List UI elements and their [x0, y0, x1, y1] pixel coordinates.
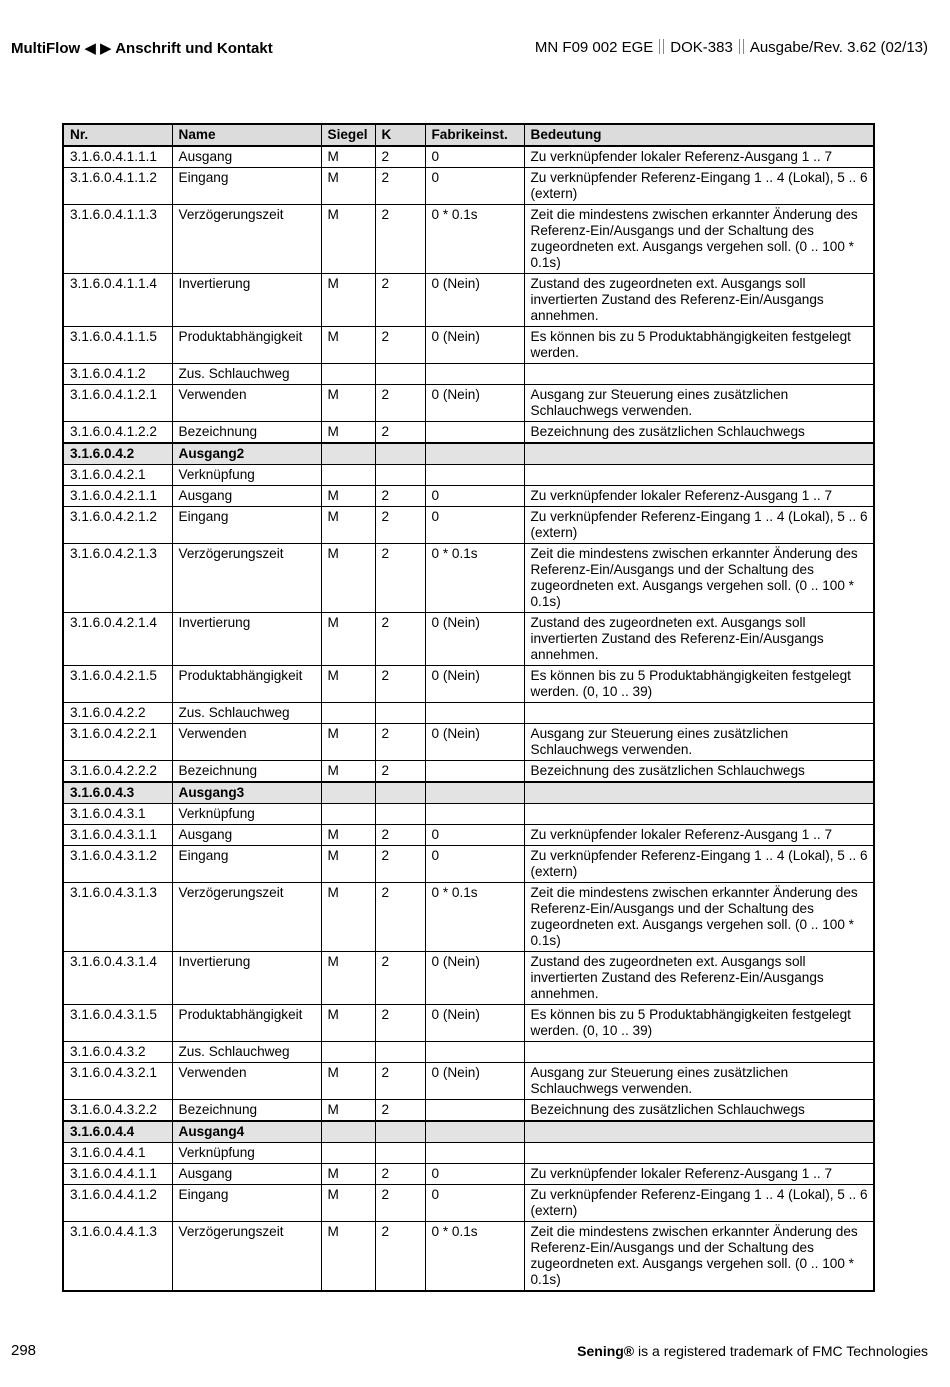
cell-k: 2	[375, 952, 425, 1005]
doc-id: MN F09 002 EGE	[534, 39, 654, 56]
cell-siegel: M	[321, 146, 375, 168]
cell-nr: 3.1.6.0.4.1.1.1	[63, 146, 172, 168]
cell-name: Produktabhängigkeit	[172, 327, 321, 364]
cell-name: Ausgang	[172, 486, 321, 507]
cell-k: 2	[375, 327, 425, 364]
cell-fabrikeinst: 0 (Nein)	[425, 613, 524, 666]
cell-name: Zus. Schlauchweg	[172, 703, 321, 724]
table-row	[63, 613, 874, 666]
cell-fabrikeinst: 0	[425, 1164, 524, 1185]
cell-k: 2	[375, 205, 425, 274]
cell-name: Verzögerungszeit	[172, 883, 321, 952]
cell-siegel: M	[321, 825, 375, 846]
cell-siegel	[321, 364, 375, 385]
cell-siegel: M	[321, 1185, 375, 1222]
cell-name: Ausgang	[172, 825, 321, 846]
cell-bedeutung: Es können bis zu 5 Produktabhängigkeiten festgelegt werden.	[524, 327, 874, 364]
table-row	[63, 883, 874, 952]
table-row	[63, 1100, 874, 1122]
cell-name: Ausgang3	[172, 782, 321, 804]
cell-fabrikeinst: 0 * 0.1s	[425, 205, 524, 274]
cell-bedeutung: Zu verknüpfender lokaler Referenz-Ausgang 1 .. 7	[524, 486, 874, 507]
cell-fabrikeinst: 0 (Nein)	[425, 666, 524, 703]
cell-k	[375, 1042, 425, 1063]
cell-bedeutung	[524, 443, 874, 465]
cell-fabrikeinst: 0	[425, 168, 524, 205]
table-row	[63, 1164, 874, 1185]
table-row	[63, 146, 874, 168]
cell-fabrikeinst: 0	[425, 846, 524, 883]
cell-fabrikeinst: 0 (Nein)	[425, 327, 524, 364]
cell-nr: 3.1.6.0.4.3.2.2	[63, 1100, 172, 1122]
cell-nr: 3.1.6.0.4.1.2	[63, 364, 172, 385]
cell-bedeutung	[524, 1121, 874, 1143]
cell-bedeutung: Zu verknüpfender Referenz-Eingang 1 .. 4 (Lokal), 5 .. 6 (extern)	[524, 168, 874, 205]
table-row	[63, 486, 874, 507]
doc-ref: DOK-383	[670, 39, 733, 56]
cell-siegel	[321, 703, 375, 724]
trademark-text: is a registered trademark of FMC Technologies	[634, 1343, 928, 1359]
cell-bedeutung	[524, 465, 874, 486]
cell-k: 2	[375, 1005, 425, 1042]
cell-k: 2	[375, 1222, 425, 1292]
cell-k: 2	[375, 1063, 425, 1100]
cell-k: 2	[375, 486, 425, 507]
table-row	[63, 1063, 874, 1100]
cell-nr: 3.1.6.0.4.4.1.2	[63, 1185, 172, 1222]
section-row	[63, 782, 874, 804]
table-row	[63, 804, 874, 825]
table-body	[63, 146, 874, 1291]
cell-k: 2	[375, 825, 425, 846]
cell-fabrikeinst: 0	[425, 825, 524, 846]
cell-nr: 3.1.6.0.4.2.1.2	[63, 507, 172, 544]
cell-fabrikeinst: 0	[425, 146, 524, 168]
cell-bedeutung: Es können bis zu 5 Produktabhängigkeiten festgelegt werden. (0, 10 .. 39)	[524, 1005, 874, 1042]
cell-bedeutung: Bezeichnung des zusätzlichen Schlauchwegs	[524, 422, 874, 444]
cell-bedeutung: Zu verknüpfender Referenz-Eingang 1 .. 4 (Lokal), 5 .. 6 (extern)	[524, 846, 874, 883]
cell-fabrikeinst	[425, 465, 524, 486]
cell-siegel: M	[321, 1005, 375, 1042]
cell-siegel: M	[321, 846, 375, 883]
cell-nr: 3.1.6.0.4.2.2.2	[63, 761, 172, 783]
table-row	[63, 507, 874, 544]
cell-name: Verknüpfung	[172, 804, 321, 825]
cell-name: Invertierung	[172, 952, 321, 1005]
cell-bedeutung: Zeit die mindestens zwischen erkannter Änderung des Referenz-Ein/Ausgangs und der Schaltung des zugeordneten ext. Ausgangs vergehen soll. (0 .. 100 * 0.1s)	[524, 544, 874, 613]
cell-bedeutung: Ausgang zur Steuerung eines zusätzlichen Schlauchwegs verwenden.	[524, 1063, 874, 1100]
table-row	[63, 544, 874, 613]
cell-name: Ausgang4	[172, 1121, 321, 1143]
cell-nr: 3.1.6.0.4.2.2.1	[63, 724, 172, 761]
page-number: 298	[11, 1342, 37, 1359]
cell-name: Verknüpfung	[172, 1143, 321, 1164]
cell-nr: 3.1.6.0.4.3.1.1	[63, 825, 172, 846]
cell-siegel: M	[321, 274, 375, 327]
cell-k	[375, 443, 425, 465]
cell-siegel: M	[321, 666, 375, 703]
cell-name: Ausgang2	[172, 443, 321, 465]
column-header-siegel: Siegel	[321, 124, 375, 146]
section-row	[63, 443, 874, 465]
cell-name: Verwenden	[172, 1063, 321, 1100]
cell-nr: 3.1.6.0.4.1.2.1	[63, 385, 172, 422]
nav-arrows-icon: ◀ ▶	[84, 40, 112, 57]
cell-nr: 3.1.6.0.4.1.2.2	[63, 422, 172, 444]
cell-siegel	[321, 443, 375, 465]
cell-name: Bezeichnung	[172, 1100, 321, 1122]
cell-fabrikeinst	[425, 443, 524, 465]
cell-name: Invertierung	[172, 613, 321, 666]
cell-name: Eingang	[172, 846, 321, 883]
cell-fabrikeinst: 0 (Nein)	[425, 274, 524, 327]
cell-k	[375, 804, 425, 825]
cell-nr: 3.1.6.0.4.2.1.5	[63, 666, 172, 703]
cell-name: Verzögerungszeit	[172, 544, 321, 613]
cell-fabrikeinst	[425, 1121, 524, 1143]
table-row	[63, 703, 874, 724]
cell-siegel	[321, 782, 375, 804]
revision: Ausgabe/Rev. 3.62 (02/13)	[749, 39, 928, 56]
cell-bedeutung: Bezeichnung des zusätzlichen Schlauchwegs	[524, 761, 874, 783]
table-row	[63, 274, 874, 327]
cell-siegel: M	[321, 1164, 375, 1185]
cell-name: Zus. Schlauchweg	[172, 1042, 321, 1063]
cell-k: 2	[375, 544, 425, 613]
cell-nr: 3.1.6.0.4.3.1.2	[63, 846, 172, 883]
cell-bedeutung	[524, 804, 874, 825]
section-row	[63, 1121, 874, 1143]
cell-name: Verwenden	[172, 724, 321, 761]
cell-name: Verzögerungszeit	[172, 205, 321, 274]
cell-fabrikeinst: 0 * 0.1s	[425, 883, 524, 952]
cell-k: 2	[375, 146, 425, 168]
table-row	[63, 1185, 874, 1222]
cell-bedeutung	[524, 1143, 874, 1164]
cell-bedeutung: Zustand des zugeordneten ext. Ausgangs soll invertierten Zustand des Referenz-Ein/Ausgangs annehmen.	[524, 274, 874, 327]
cell-k: 2	[375, 666, 425, 703]
cell-bedeutung: Zustand des zugeordneten ext. Ausgangs soll invertierten Zustand des Referenz-Ein/Ausgangs annehmen.	[524, 952, 874, 1005]
cell-nr: 3.1.6.0.4.2.1.3	[63, 544, 172, 613]
cell-bedeutung: Zustand des zugeordneten ext. Ausgangs soll invertierten Zustand des Referenz-Ein/Ausgangs annehmen.	[524, 613, 874, 666]
separator-icon	[739, 39, 744, 54]
cell-siegel	[321, 804, 375, 825]
cell-siegel: M	[321, 952, 375, 1005]
cell-siegel: M	[321, 724, 375, 761]
cell-nr: 3.1.6.0.4.3.2	[63, 1042, 172, 1063]
column-header-k: K	[375, 124, 425, 146]
cell-siegel: M	[321, 544, 375, 613]
cell-bedeutung: Zeit die mindestens zwischen erkannter Änderung des Referenz-Ein/Ausgangs und der Schaltung des zugeordneten ext. Ausgangs vergehen soll. (0 .. 100 * 0.1s)	[524, 205, 874, 274]
cell-fabrikeinst	[425, 364, 524, 385]
table-row	[63, 168, 874, 205]
cell-k: 2	[375, 761, 425, 783]
cell-k	[375, 364, 425, 385]
cell-name: Verwenden	[172, 385, 321, 422]
cell-nr: 3.1.6.0.4.1.1.4	[63, 274, 172, 327]
cell-k: 2	[375, 613, 425, 666]
cell-nr: 3.1.6.0.4.1.1.5	[63, 327, 172, 364]
cell-nr: 3.1.6.0.4.1.1.2	[63, 168, 172, 205]
cell-name: Produktabhängigkeit	[172, 1005, 321, 1042]
cell-bedeutung: Zu verknüpfender lokaler Referenz-Ausgang 1 .. 7	[524, 1164, 874, 1185]
cell-bedeutung: Zu verknüpfender Referenz-Eingang 1 .. 4 (Lokal), 5 .. 6 (extern)	[524, 507, 874, 544]
cell-bedeutung: Ausgang zur Steuerung eines zusätzlichen Schlauchwegs verwenden.	[524, 724, 874, 761]
cell-siegel: M	[321, 486, 375, 507]
cell-nr: 3.1.6.0.4.2	[63, 443, 172, 465]
cell-nr: 3.1.6.0.4.2.1.4	[63, 613, 172, 666]
table-row	[63, 1222, 874, 1292]
table-row	[63, 465, 874, 486]
cell-siegel: M	[321, 1100, 375, 1122]
cell-k: 2	[375, 883, 425, 952]
product-name: MultiFlow	[11, 40, 81, 57]
cell-nr: 3.1.6.0.4.4.1.1	[63, 1164, 172, 1185]
cell-nr: 3.1.6.0.4.3.2.1	[63, 1063, 172, 1100]
cell-name: Eingang	[172, 507, 321, 544]
cell-name: Verknüpfung	[172, 465, 321, 486]
table-row	[63, 327, 874, 364]
cell-fabrikeinst	[425, 422, 524, 444]
cell-bedeutung	[524, 1042, 874, 1063]
brand-name: Sening®	[577, 1343, 635, 1359]
cell-nr: 3.1.6.0.4.2.2	[63, 703, 172, 724]
table-header-row	[63, 124, 874, 146]
cell-nr: 3.1.6.0.4.3.1.3	[63, 883, 172, 952]
cell-k: 2	[375, 846, 425, 883]
cell-fabrikeinst	[425, 761, 524, 783]
cell-k: 2	[375, 274, 425, 327]
table-row	[63, 385, 874, 422]
cell-k: 2	[375, 1185, 425, 1222]
cell-bedeutung: Zu verknüpfender lokaler Referenz-Ausgang 1 .. 7	[524, 825, 874, 846]
table-row	[63, 1143, 874, 1164]
cell-k: 2	[375, 507, 425, 544]
cell-nr: 3.1.6.0.4.3.1	[63, 804, 172, 825]
cell-k	[375, 1143, 425, 1164]
cell-bedeutung: Zeit die mindestens zwischen erkannter Änderung des Referenz-Ein/Ausgangs und der Schaltung des zugeordneten ext. Ausgangs vergehen soll. (0 .. 100 * 0.1s)	[524, 883, 874, 952]
cell-fabrikeinst: 0	[425, 507, 524, 544]
cell-nr: 3.1.6.0.4.3	[63, 782, 172, 804]
parameter-table	[62, 123, 875, 1292]
cell-name: Bezeichnung	[172, 422, 321, 444]
column-header-bedeutung: Bedeutung	[524, 124, 874, 146]
cell-siegel: M	[321, 1222, 375, 1292]
cell-fabrikeinst: 0 (Nein)	[425, 385, 524, 422]
table-row	[63, 364, 874, 385]
cell-siegel	[321, 465, 375, 486]
cell-siegel: M	[321, 385, 375, 422]
column-header-name: Name	[172, 124, 321, 146]
cell-fabrikeinst: 0 * 0.1s	[425, 544, 524, 613]
cell-fabrikeinst: 0 (Nein)	[425, 1063, 524, 1100]
section-title: Anschrift und Kontakt	[115, 40, 273, 57]
cell-k	[375, 465, 425, 486]
table-row	[63, 825, 874, 846]
cell-nr: 3.1.6.0.4.3.1.4	[63, 952, 172, 1005]
cell-k	[375, 703, 425, 724]
cell-name: Ausgang	[172, 1164, 321, 1185]
column-header-nr: Nr.	[63, 124, 172, 146]
cell-siegel: M	[321, 507, 375, 544]
cell-siegel	[321, 1121, 375, 1143]
table-row	[63, 422, 874, 444]
cell-siegel: M	[321, 168, 375, 205]
table-row	[63, 1042, 874, 1063]
cell-name: Ausgang	[172, 146, 321, 168]
cell-siegel: M	[321, 205, 375, 274]
cell-bedeutung: Zeit die mindestens zwischen erkannter Änderung des Referenz-Ein/Ausgangs und der Schaltung des zugeordneten ext. Ausgangs vergehen soll. (0 .. 100 * 0.1s)	[524, 1222, 874, 1292]
cell-siegel	[321, 1143, 375, 1164]
cell-k: 2	[375, 385, 425, 422]
cell-bedeutung	[524, 703, 874, 724]
cell-fabrikeinst	[425, 1100, 524, 1122]
cell-name: Zus. Schlauchweg	[172, 364, 321, 385]
page-header-docinfo	[535, 39, 928, 56]
cell-bedeutung	[524, 364, 874, 385]
cell-fabrikeinst: 0 (Nein)	[425, 724, 524, 761]
cell-bedeutung: Bezeichnung des zusätzlichen Schlauchwegs	[524, 1100, 874, 1122]
cell-bedeutung: Es können bis zu 5 Produktabhängigkeiten festgelegt werden. (0, 10 .. 39)	[524, 666, 874, 703]
cell-k: 2	[375, 1100, 425, 1122]
cell-fabrikeinst	[425, 1143, 524, 1164]
table-row	[63, 205, 874, 274]
cell-nr: 3.1.6.0.4.3.1.5	[63, 1005, 172, 1042]
table-row	[63, 761, 874, 783]
cell-siegel: M	[321, 327, 375, 364]
cell-nr: 3.1.6.0.4.4.1.3	[63, 1222, 172, 1292]
separator-icon	[659, 39, 664, 54]
cell-k: 2	[375, 724, 425, 761]
cell-nr: 3.1.6.0.4.2.1	[63, 465, 172, 486]
cell-k	[375, 1121, 425, 1143]
page-header-title	[11, 39, 273, 57]
cell-nr: 3.1.6.0.4.1.1.3	[63, 205, 172, 274]
table-row	[63, 952, 874, 1005]
cell-nr: 3.1.6.0.4.2.1.1	[63, 486, 172, 507]
table-row	[63, 1005, 874, 1042]
cell-name: Produktabhängigkeit	[172, 666, 321, 703]
cell-siegel: M	[321, 883, 375, 952]
trademark-notice	[577, 1343, 928, 1359]
cell-bedeutung: Ausgang zur Steuerung eines zusätzlichen Schlauchwegs verwenden.	[524, 385, 874, 422]
cell-k	[375, 782, 425, 804]
cell-name: Eingang	[172, 168, 321, 205]
cell-fabrikeinst	[425, 782, 524, 804]
table-row	[63, 724, 874, 761]
cell-fabrikeinst: 0 * 0.1s	[425, 1222, 524, 1292]
cell-fabrikeinst: 0 (Nein)	[425, 952, 524, 1005]
cell-fabrikeinst	[425, 804, 524, 825]
cell-fabrikeinst	[425, 703, 524, 724]
cell-bedeutung: Zu verknüpfender lokaler Referenz-Ausgang 1 .. 7	[524, 146, 874, 168]
cell-fabrikeinst: 0	[425, 1185, 524, 1222]
cell-name: Bezeichnung	[172, 761, 321, 783]
cell-name: Eingang	[172, 1185, 321, 1222]
cell-bedeutung	[524, 782, 874, 804]
cell-name: Verzögerungszeit	[172, 1222, 321, 1292]
cell-bedeutung: Zu verknüpfender Referenz-Eingang 1 .. 4 (Lokal), 5 .. 6 (extern)	[524, 1185, 874, 1222]
cell-k: 2	[375, 1164, 425, 1185]
cell-name: Invertierung	[172, 274, 321, 327]
cell-siegel: M	[321, 422, 375, 444]
cell-k: 2	[375, 168, 425, 205]
cell-siegel: M	[321, 1063, 375, 1100]
cell-fabrikeinst: 0 (Nein)	[425, 1005, 524, 1042]
cell-nr: 3.1.6.0.4.4.1	[63, 1143, 172, 1164]
cell-nr: 3.1.6.0.4.4	[63, 1121, 172, 1143]
column-header-fabrikeinst: Fabrikeinst.	[425, 124, 524, 146]
cell-siegel: M	[321, 613, 375, 666]
cell-k: 2	[375, 422, 425, 444]
cell-siegel: M	[321, 761, 375, 783]
cell-fabrikeinst: 0	[425, 486, 524, 507]
cell-fabrikeinst	[425, 1042, 524, 1063]
cell-siegel	[321, 1042, 375, 1063]
table-row	[63, 666, 874, 703]
table-row	[63, 846, 874, 883]
